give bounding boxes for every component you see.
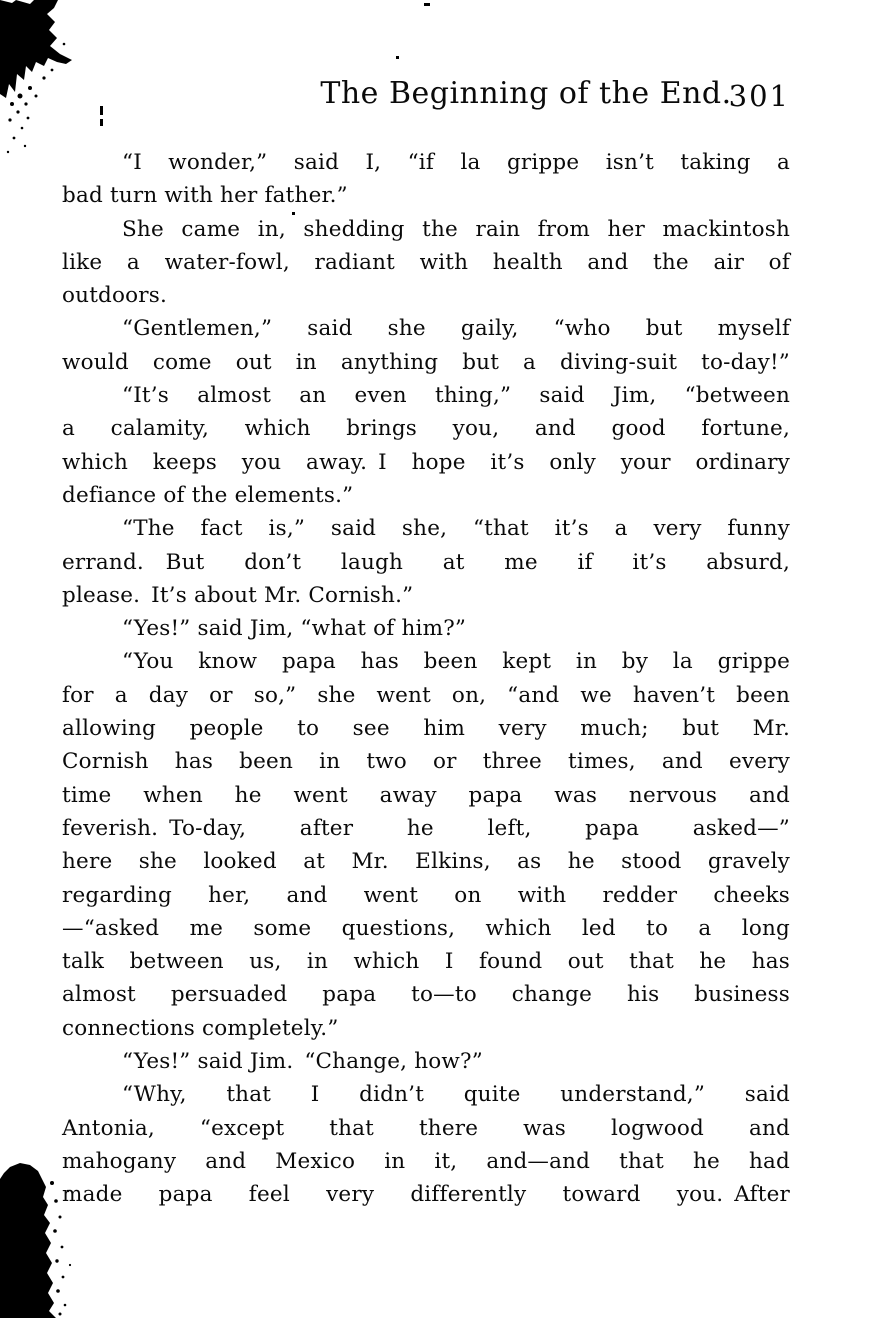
text-line: which keeps you away. I hope it’s only your ordinary: [62, 449, 790, 475]
text-line: allowing people to see him very much; but Mr.: [62, 716, 790, 742]
text-line: feverish. To-day, after he left, papa asked—”: [62, 815, 790, 841]
speck: [424, 3, 430, 6]
running-header: [62, 76, 790, 118]
text-line: “I wonder,” said I, “if la grippe isn’t taking a: [122, 150, 790, 175]
text-line: She came in, shedding the rain from her mackintosh: [122, 216, 790, 242]
text-line: “The fact is,” said she, “that it’s a very funny: [122, 516, 790, 542]
text-line: “You know papa has been kept in by la grippe: [122, 649, 790, 675]
text-line: Antonia, “except that there was logwood and: [62, 1115, 790, 1141]
text-line: “It’s almost an even thing,” said Jim, “between: [122, 383, 790, 409]
speck: [396, 56, 399, 59]
text-line: like a water-fowl, radiant with health and the air of: [62, 249, 790, 275]
text-line: errand. But don’t laugh at me if it’s absurd,: [62, 549, 790, 575]
text-line: a calamity, which brings you, and good fortune,: [62, 416, 790, 442]
text-line: time when he went away papa was nervous and: [62, 782, 790, 808]
text-line: here she looked at Mr. Elkins, as he stood gravely: [62, 849, 790, 875]
text-line: for a day or so,” she went on, “and we haven’t been: [62, 682, 790, 708]
text-line: —“asked me some questions, which led to a long: [62, 915, 790, 941]
page-number: 301: [728, 79, 790, 113]
text-line: defiance of the elements.”: [62, 482, 354, 508]
text-line: “Yes!” said Jim. “Change, how?”: [122, 1049, 483, 1075]
page-body: [62, 146, 790, 1212]
text-line: please. It’s about Mr. Cornish.”: [62, 582, 414, 608]
text-line: talk between us, in which I found out that he has: [62, 949, 790, 975]
text-line: regarding her, and went on with redder cheeks: [62, 882, 790, 908]
text-line: connections completely.”: [62, 1015, 339, 1041]
text-line: made papa feel very differently toward you. After: [62, 1182, 790, 1208]
text-line: outdoors.: [62, 283, 168, 309]
text-line: almost persuaded papa to—to change his business: [62, 982, 790, 1008]
page-title: The Beginning of the End.: [320, 76, 732, 111]
text-line: “Yes!” said Jim, “what of him?”: [122, 616, 467, 642]
text-line: “Why, that I didn’t quite understand,” said: [122, 1082, 790, 1108]
text-line: “Gentlemen,” said she gaily, “who but myself: [122, 316, 790, 342]
text-line: bad turn with her father.”: [62, 183, 348, 209]
text-line: would come out in anything but a diving-suit to-day!”: [62, 349, 790, 375]
text-line: mahogany and Mexico in it, and—and that he had: [62, 1148, 790, 1174]
text-line: Cornish has been in two or three times, and every: [62, 749, 790, 775]
